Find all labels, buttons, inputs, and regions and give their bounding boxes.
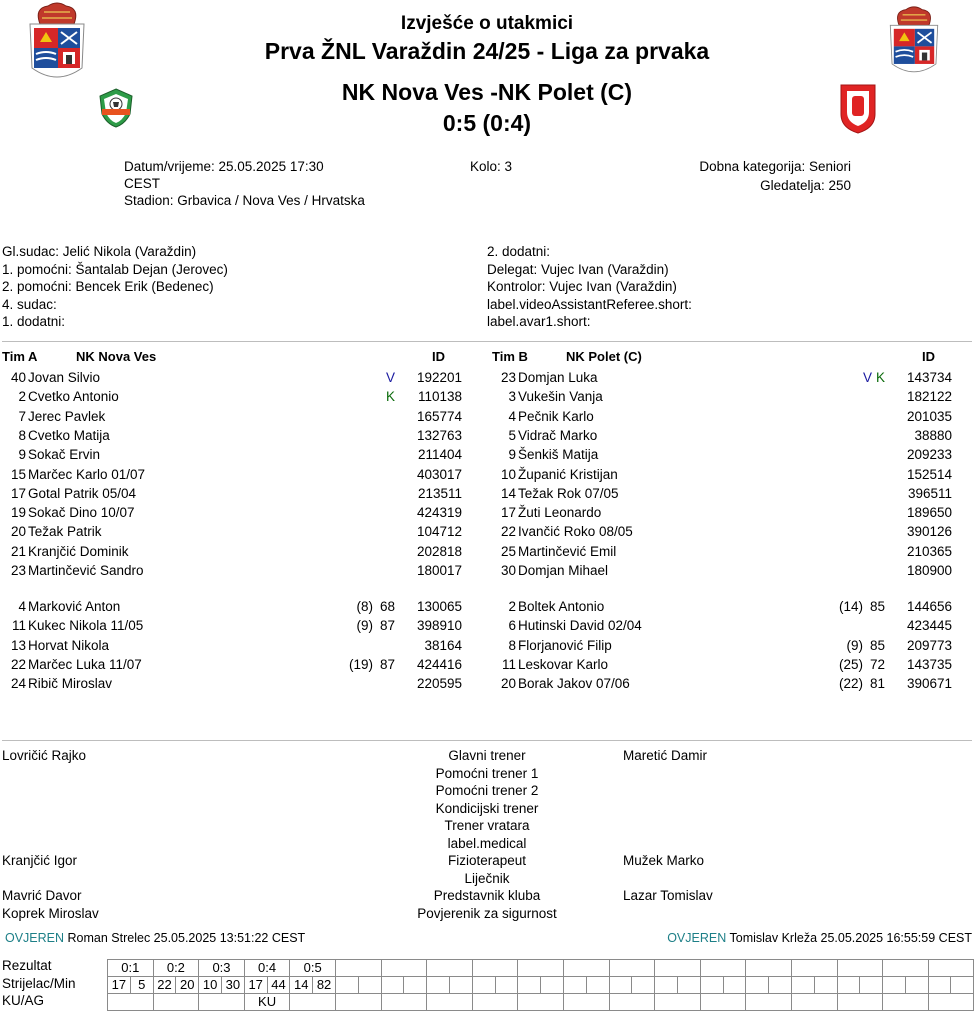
substituted-player: (19) — [348, 656, 373, 672]
away-staff-name: Lazar Tomislav — [623, 888, 713, 903]
staff-role: Liječnik — [464, 871, 510, 886]
shirt-number: 23 — [500, 370, 516, 385]
score-row-label-result: Rezultat — [2, 958, 52, 973]
staff-role: Pomoćni trener 2 — [435, 783, 539, 798]
player-name: Boltek Antonio — [518, 599, 605, 614]
player-id: 143735 — [906, 656, 952, 672]
staff-role: Kondicijski trener — [435, 801, 539, 816]
substitution-minute: 85 — [870, 637, 886, 653]
match-round: Kolo: 3 — [470, 159, 513, 174]
divider-top — [2, 341, 972, 342]
player-name: Žuti Leonardo — [518, 505, 602, 521]
assistant-referee-2: 2. pomoćni: Bencek Erik (Bedenec) — [2, 279, 214, 294]
team-b-starter-row — [490, 542, 960, 561]
team-a-label: Tim A — [2, 349, 38, 364]
player-name: Županić Kristijan — [518, 466, 618, 482]
minute-cell-empty — [632, 977, 655, 994]
goalkeeper-mark: V — [863, 370, 873, 385]
shirt-number: 11 — [501, 656, 516, 672]
team-a-starter-row — [0, 522, 470, 541]
team-a-starter-row — [0, 542, 470, 561]
score-cell-empty — [655, 960, 701, 977]
player-id: 104712 — [416, 524, 462, 540]
away-staff-name: Maretić Damir — [623, 748, 708, 763]
note-cell-empty — [472, 994, 518, 1011]
goal-minute-cell: 82 — [313, 977, 336, 994]
minute-cell-empty — [723, 977, 746, 994]
shirt-number: 17 — [500, 505, 516, 521]
avar-official: label.avar1.short: — [487, 314, 591, 329]
player-id: 213511 — [417, 485, 462, 501]
score-cell-empty — [518, 960, 564, 977]
player-name: Cvetko Antonio — [28, 389, 119, 405]
player-name: Vidrač Marko — [518, 427, 598, 443]
score-cell-empty — [746, 960, 792, 977]
substituted-player: (14) — [838, 599, 863, 614]
away-verified-text: Tomislav Krleža 25.05.2025 16:55:59 CEST — [729, 931, 972, 945]
scorer-cell-empty — [746, 977, 769, 994]
minute-cell-empty — [860, 977, 883, 994]
goal-note-cell — [108, 994, 154, 1011]
away-verification — [667, 931, 972, 945]
home-staff-name: Lovričić Rajko — [2, 748, 87, 763]
player-id: 38164 — [424, 637, 462, 653]
shirt-number: 20 — [10, 524, 26, 540]
player-name: Kranjčić Dominik — [28, 543, 129, 559]
shirt-number: 4 — [508, 408, 516, 424]
team-a-starter-row — [0, 368, 470, 387]
score-cell-empty — [700, 960, 746, 977]
player-name: Težak Patrik — [28, 524, 102, 540]
shirt-number: 24 — [10, 676, 26, 692]
scorer-cell-empty — [427, 977, 450, 994]
player-name: Borak Jakov 07/06 — [518, 676, 630, 692]
shirt-number: 7 — [18, 408, 26, 424]
player-id: 165774 — [416, 408, 462, 424]
minute-cell-empty — [586, 977, 609, 994]
age-category: Dobna kategorija: Seniori — [699, 159, 851, 174]
captain-mark: K — [386, 389, 396, 405]
shirt-number: 20 — [500, 676, 516, 692]
player-name: Martinčević Emil — [518, 543, 617, 559]
home-staff-name: Koprek Miroslav — [2, 906, 99, 921]
staff-role: Pomoćni trener 1 — [435, 766, 539, 781]
staff-role: Trener vratara — [444, 818, 530, 833]
captain-mark: K — [876, 370, 886, 385]
substituted-player: (9) — [356, 618, 373, 634]
goal-minute-cell: 30 — [221, 977, 244, 994]
team-b-sub-row — [490, 616, 960, 635]
shirt-number: 13 — [10, 637, 26, 653]
goal-minute-cell: 20 — [176, 977, 199, 994]
player-name: Pečnik Karlo — [518, 408, 594, 424]
note-cell-empty — [883, 994, 929, 1011]
shirt-number: 15 — [10, 466, 26, 482]
player-name: Horvat Nikola — [28, 637, 110, 653]
team-b-starter-row — [490, 368, 960, 387]
note-cell-empty — [928, 994, 974, 1011]
score-cell: 0:4 — [244, 960, 290, 977]
player-name: Vukešin Vanja — [518, 389, 603, 405]
minute-cell-empty — [769, 977, 792, 994]
player-id: 210365 — [906, 543, 952, 559]
score-cell-empty — [791, 960, 837, 977]
substituted-player: (25) — [838, 656, 863, 672]
player-id: 423445 — [906, 618, 952, 634]
substitution-minute: 85 — [870, 599, 886, 614]
team-b-starter-row — [490, 522, 960, 541]
player-id: 38880 — [914, 427, 952, 443]
match-controller: Kontrolor: Vujec Ivan (Varaždin) — [487, 279, 677, 294]
shirt-number: 25 — [500, 543, 516, 559]
player-name: Martinčević Sandro — [28, 563, 144, 578]
shirt-number: 30 — [500, 563, 516, 578]
shirt-number: 22 — [500, 524, 516, 540]
note-cell-empty — [746, 994, 792, 1011]
away-staff-name: Mužek Marko — [623, 853, 705, 868]
shirt-number: 3 — [508, 389, 516, 405]
player-id: 192201 — [416, 370, 462, 385]
player-id: 132763 — [416, 427, 462, 443]
player-name: Domjan Luka — [518, 370, 598, 385]
scorer-cell-empty — [655, 977, 678, 994]
staff-role: Fizioterapeut — [447, 853, 527, 868]
shirt-number: 11 — [11, 618, 26, 634]
league-title: Prva ŽNL Varaždin 24/25 - Liga za prvaka — [264, 38, 710, 64]
team-b-starter-row — [490, 561, 960, 580]
substitution-minute: 72 — [870, 656, 886, 672]
score-cell: 0:5 — [290, 960, 336, 977]
team-a-sub-row — [0, 597, 470, 616]
score-progression-table — [107, 959, 974, 1011]
goal-minute-cell: 44 — [267, 977, 290, 994]
shirt-number: 8 — [18, 427, 26, 443]
additional-referee-1: 1. dodatni: — [2, 314, 66, 329]
score-cell-empty — [609, 960, 655, 977]
player-id: 424416 — [416, 656, 462, 672]
player-name: Šenkiš Matija — [518, 447, 599, 463]
final-score: 0:5 (0:4) — [442, 110, 532, 136]
substituted-player: (8) — [356, 599, 373, 614]
substituted-player: (9) — [846, 637, 863, 653]
minute-cell-empty — [677, 977, 700, 994]
note-cell-empty — [609, 994, 655, 1011]
home-verification — [5, 931, 305, 945]
player-name: Florjanović Filip — [518, 637, 612, 653]
minute-cell-empty — [495, 977, 518, 994]
var-official: label.videoAssistantReferee.short: — [487, 297, 692, 312]
substituted-player: (22) — [838, 676, 863, 692]
scorer-cell-empty — [335, 977, 358, 994]
player-name: Kukec Nikola 11/05 — [28, 618, 144, 634]
score-cell-empty — [381, 960, 427, 977]
home-verified-tag: OVJEREN — [5, 931, 65, 945]
player-name: Gotal Patrik 05/04 — [28, 485, 137, 501]
team-a-starter-row — [0, 407, 470, 426]
score-cell-empty — [837, 960, 883, 977]
player-name: Jerec Pavlek — [28, 408, 106, 424]
team-a-sub-row — [0, 674, 470, 693]
player-name: Ribič Miroslav — [28, 676, 113, 692]
score-cell-empty — [563, 960, 609, 977]
player-name: Hutinski David 02/04 — [518, 618, 642, 634]
team-b-label: Tim B — [492, 349, 528, 364]
scorer-cell-empty — [791, 977, 814, 994]
shirt-number: 19 — [10, 505, 26, 521]
shirt-number: 9 — [18, 447, 26, 463]
team-a-sub-row — [0, 616, 470, 635]
score-cell-empty — [335, 960, 381, 977]
goalkeeper-mark: V — [386, 370, 396, 385]
player-id: 220595 — [416, 676, 462, 692]
shirt-number: 40 — [10, 370, 26, 385]
player-id: 152514 — [906, 466, 952, 482]
team-a-starter-row — [0, 426, 470, 445]
team-b-sub-row — [490, 636, 960, 655]
shirt-number: 4 — [18, 599, 26, 614]
team-b-starter-row — [490, 445, 960, 464]
scorer-number-cell: 22 — [153, 977, 176, 994]
minute-cell-empty — [814, 977, 837, 994]
goal-note-cell — [153, 994, 199, 1011]
spectator-count: Gledatelja: 250 — [760, 178, 851, 193]
shirt-number: 2 — [508, 599, 516, 614]
note-cell-empty — [563, 994, 609, 1011]
score-cell-empty — [427, 960, 473, 977]
substitution-minute: 68 — [380, 599, 396, 614]
player-id: 201035 — [906, 408, 952, 424]
player-name: Leskovar Karlo — [518, 656, 609, 672]
team-a-starter-row — [0, 387, 470, 406]
player-id: 209233 — [906, 447, 952, 463]
score-row-label-scorer: Strijelac/Min — [2, 976, 76, 991]
player-id: 110138 — [417, 389, 462, 405]
minute-cell-empty — [541, 977, 564, 994]
goal-note-cell: KU — [244, 994, 290, 1011]
note-cell-empty — [381, 994, 427, 1011]
away-verified-tag: OVJEREN — [667, 931, 727, 945]
player-name: Težak Rok 07/05 — [518, 485, 619, 501]
shirt-number: 23 — [10, 563, 26, 578]
team-a-sub-row — [0, 636, 470, 655]
scorer-cell-empty — [837, 977, 860, 994]
team-b-starter-row — [490, 503, 960, 522]
divider-bottom — [2, 740, 972, 741]
staff-role: Povjerenik za sigurnost — [417, 906, 557, 921]
team-b-starter-row — [490, 407, 960, 426]
shirt-number: 14 — [500, 485, 516, 501]
match-datetime: Datum/vrijeme: 25.05.2025 17:30 — [124, 159, 324, 174]
fourth-official: 4. sudac: — [2, 297, 57, 312]
substitution-minute: 87 — [380, 618, 396, 634]
team-separator: - — [490, 79, 498, 105]
home-team-name: NK Nova Ves — [341, 79, 484, 105]
player-name: Domjan Mihael — [518, 563, 609, 578]
team-b-name: NK Polet (C) — [566, 349, 642, 364]
referee-main: Gl.sudac: Jelić Nikola (Varaždin) — [2, 244, 197, 259]
team-a-starter-row — [0, 561, 470, 580]
shirt-number: 6 — [508, 618, 516, 634]
match-teams — [0, 79, 974, 106]
scorer-number-cell: 10 — [199, 977, 222, 994]
scorer-cell-empty — [883, 977, 906, 994]
minute-cell-empty — [404, 977, 427, 994]
player-id: 202818 — [416, 543, 462, 559]
score-cell: 0:1 — [108, 960, 154, 977]
shirt-number: 9 — [508, 447, 516, 463]
minute-cell-empty — [905, 977, 928, 994]
substitution-minute: 81 — [870, 676, 886, 692]
shirt-number: 10 — [500, 466, 516, 482]
team-a-name: NK Nova Ves — [76, 349, 157, 364]
player-id: 390126 — [906, 524, 952, 540]
shirt-number: 21 — [10, 543, 26, 559]
team-b-sub-row — [490, 674, 960, 693]
team-b-sub-row — [490, 655, 960, 674]
player-id: 143734 — [906, 370, 952, 385]
away-team-name: NK Polet (C) — [497, 79, 633, 105]
assistant-referee-1: 1. pomoćni: Šantalab Dejan (Jerovec) — [2, 262, 228, 277]
player-id: 390671 — [906, 676, 952, 692]
player-id: 211404 — [417, 447, 462, 463]
player-name: Cvetko Matija — [28, 427, 110, 443]
shirt-number: 22 — [10, 656, 26, 672]
shirt-number: 17 — [10, 485, 26, 501]
home-staff-name: Mavrić Davor — [2, 888, 82, 903]
goal-note-cell — [290, 994, 336, 1011]
team-b-starter-row — [490, 426, 960, 445]
player-id: 182122 — [906, 389, 952, 405]
score-cell: 0:3 — [199, 960, 245, 977]
player-id: 144656 — [906, 599, 952, 614]
report-title: Izvješće o utakmici — [400, 13, 574, 34]
player-id: 180900 — [906, 563, 952, 578]
note-cell-empty — [700, 994, 746, 1011]
staff-role: label.medical — [447, 836, 527, 851]
shirt-number: 8 — [508, 637, 516, 653]
player-name: Marčec Karlo 01/07 — [28, 466, 146, 482]
scorer-cell-empty — [472, 977, 495, 994]
team-a-starter-row — [0, 503, 470, 522]
player-id: 396511 — [907, 485, 952, 501]
staff-role: Predstavnik kluba — [433, 888, 541, 903]
home-verified-text: Roman Strelec 25.05.2025 13:51:22 CEST — [67, 931, 306, 945]
team-a-starter-row — [0, 484, 470, 503]
player-name: Marković Anton — [28, 599, 121, 614]
score-row-label-ku: KU/AG — [2, 993, 45, 1008]
team-b-starter-row — [490, 465, 960, 484]
team-a-id-header: ID — [432, 349, 445, 364]
scorer-cell-empty — [928, 977, 951, 994]
team-b-id-header: ID — [922, 349, 935, 364]
score-cell-empty — [472, 960, 518, 977]
note-cell-empty — [655, 994, 701, 1011]
player-name: Ivančić Roko 08/05 — [518, 524, 633, 540]
team-b-sub-row — [490, 597, 960, 616]
note-cell-empty — [335, 994, 381, 1011]
note-cell-empty — [427, 994, 473, 1011]
player-id: 209773 — [906, 637, 952, 653]
match-delegate: Delegat: Vujec Ivan (Varaždin) — [487, 262, 669, 277]
score-cell: 0:2 — [153, 960, 199, 977]
player-name: Marčec Luka 11/07 — [28, 656, 142, 672]
player-id: 180017 — [416, 563, 462, 578]
staff-role: Glavni trener — [448, 748, 526, 763]
scorer-cell-empty — [518, 977, 541, 994]
player-id: 424319 — [416, 505, 462, 521]
team-a-sub-row — [0, 655, 470, 674]
scorer-number-cell: 17 — [108, 977, 131, 994]
scorer-number-cell: 14 — [290, 977, 313, 994]
note-cell-empty — [518, 994, 564, 1011]
team-b-starter-row — [490, 387, 960, 406]
minute-cell-empty — [449, 977, 472, 994]
scorer-cell-empty — [563, 977, 586, 994]
player-id: 130065 — [416, 599, 462, 614]
player-id: 398910 — [416, 618, 462, 634]
match-timezone: CEST — [124, 176, 161, 191]
scorer-cell-empty — [609, 977, 632, 994]
match-stadium: Stadion: Grbavica / Nova Ves / Hrvatska — [124, 193, 365, 208]
team-a-starter-row — [0, 445, 470, 464]
shirt-number: 5 — [508, 427, 516, 443]
substitution-minute: 87 — [380, 656, 396, 672]
minute-cell-empty — [358, 977, 381, 994]
home-staff-name: Kranjčić Igor — [2, 853, 78, 868]
scorer-cell-empty — [381, 977, 404, 994]
player-name: Sokač Ervin — [28, 447, 101, 463]
player-id: 403017 — [416, 466, 462, 482]
note-cell-empty — [791, 994, 837, 1011]
additional-referee-2: 2. dodatni: — [487, 244, 551, 259]
scorer-number-cell: 17 — [244, 977, 267, 994]
goal-minute-cell: 5 — [130, 977, 153, 994]
shirt-number: 2 — [18, 389, 26, 405]
goal-note-cell — [199, 994, 245, 1011]
player-id: 189650 — [906, 505, 952, 521]
player-name: Sokač Dino 10/07 — [28, 505, 135, 521]
player-name: Jovan Silvio — [28, 370, 101, 385]
note-cell-empty — [837, 994, 883, 1011]
minute-cell-empty — [951, 977, 974, 994]
score-cell-empty — [928, 960, 974, 977]
score-cell-empty — [883, 960, 929, 977]
team-b-starter-row — [490, 484, 960, 503]
team-a-starter-row — [0, 465, 470, 484]
scorer-cell-empty — [700, 977, 723, 994]
